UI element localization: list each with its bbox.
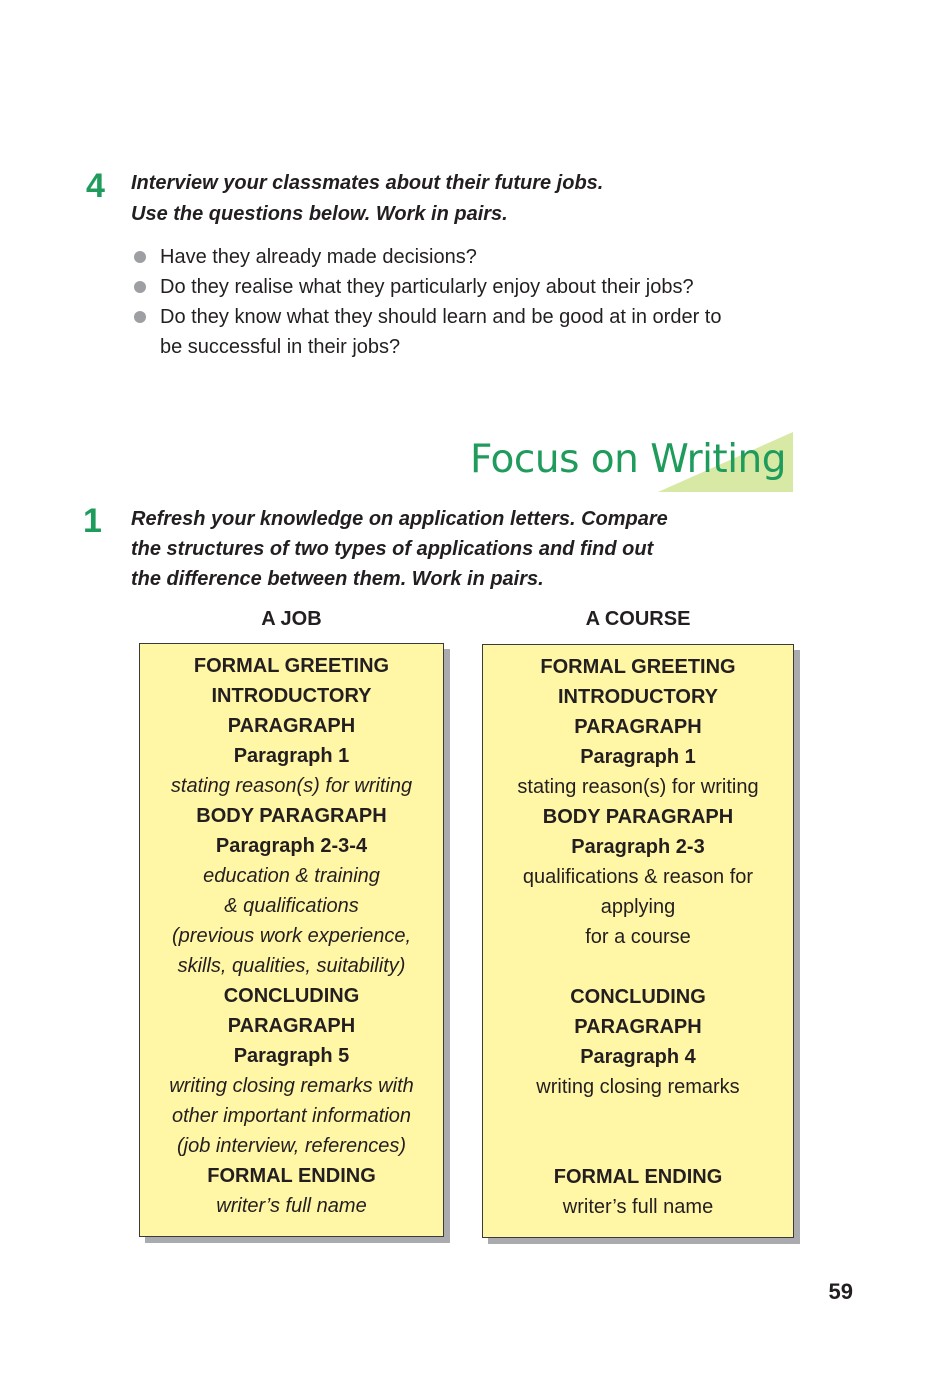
list-item-text: Have they already made decisions? [160,246,477,268]
card-line: for a course [585,926,691,948]
job-column-label: A JOB [261,608,322,630]
card-line: applying [600,896,676,918]
card-line: other important information [171,1105,411,1127]
exercise-1-instruction-line: Refresh your knowledge on application letters. Compare [131,508,668,530]
bullet-dot-icon [134,311,146,323]
bullet-dot-icon [134,251,146,263]
card-line: Paragraph 2-3 [571,836,705,858]
card-line: INTRODUCTORY [211,685,372,707]
card-spacer [483,1132,793,1162]
card-line: FORMAL GREETING [193,655,390,677]
card-spacer [483,1102,793,1132]
card-line: FORMAL ENDING [207,1165,376,1187]
exercise-1-instruction-line: the difference between them. Work in pairs. [131,568,544,590]
exercise-4-question-list [133,242,793,362]
card-line: writing closing remarks with [169,1075,414,1097]
list-item [133,302,793,332]
card-line: Paragraph 1 [580,746,696,768]
card-line: BODY PARAGRAPH [542,806,734,828]
exercise-4-instructions [131,168,603,230]
card-line: PARAGRAPH [574,716,702,738]
card-line: FORMAL GREETING [540,656,736,678]
card-line: qualifications & reason for [522,866,754,888]
card-line: CONCLUDING [570,986,706,1008]
card-line: PARAGRAPH [227,715,356,737]
exercise-4-instruction-line: Interview your classmates about their future jobs. [131,172,604,194]
list-item [133,272,793,302]
card-spacer [483,952,793,982]
list-item [133,242,793,272]
list-item-text: Do they know what they should learn and be good at in order to [160,306,722,328]
card-line: PARAGRAPH [227,1015,356,1037]
card-line: writer’s full name [562,1196,714,1218]
card-line: stating reason(s) for writing [170,775,413,797]
exercise-4-number: 4 [86,167,105,205]
card-line: & qualifications [224,895,359,917]
exercise-4-instruction-line: Use the questions below. Work in pairs. [131,203,508,225]
course-letter-structure-card [482,644,794,1238]
job-letter-structure-card [139,643,444,1237]
card-line: Paragraph 5 [233,1045,350,1067]
card-line: writing closing remarks [536,1076,740,1098]
exercise-1-instruction-line: the structures of two types of applications and find out [131,538,654,560]
card-line: (previous work experience, [172,925,411,947]
list-item-text: be successful in their jobs? [160,336,401,358]
card-line: Paragraph 4 [580,1046,696,1068]
section-title: Focus on Writing [470,437,787,482]
card-line: stating reason(s) for writing [517,776,759,798]
exercise-1-number: 1 [83,502,102,540]
list-item-text: Do they realise what they particularly enjoy about their jobs? [160,276,694,298]
page-number: 59 [828,1279,853,1304]
card-line: FORMAL ENDING [553,1166,723,1188]
card-line: writer’s full name [216,1195,367,1217]
bullet-dot-icon [134,281,146,293]
exercise-1-instructions [131,504,668,594]
card-line: skills, qualities, suitability) [177,955,406,977]
card-line: Paragraph 1 [233,745,350,767]
card-line: INTRODUCTORY [558,686,718,708]
section-heading [470,432,793,492]
card-line: CONCLUDING [223,985,360,1007]
list-item-continuation [133,332,793,362]
card-line: Paragraph 2-3-4 [215,835,368,857]
card-line: education & training [203,865,380,887]
course-column-label: A COURSE [585,608,691,630]
card-line: (job interview, references) [177,1135,406,1157]
card-line: PARAGRAPH [574,1016,702,1038]
card-line: BODY PARAGRAPH [196,805,387,827]
